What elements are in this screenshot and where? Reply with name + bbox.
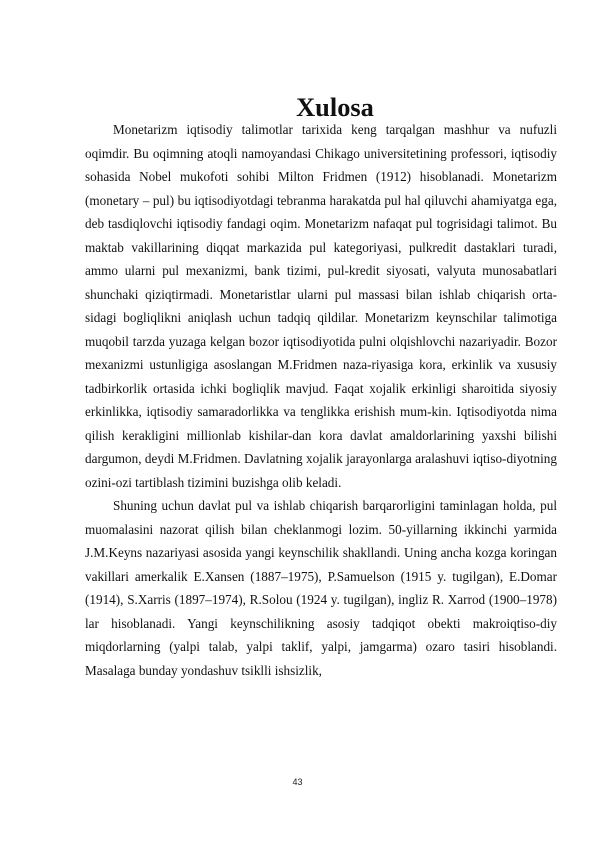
- page-number: 43: [292, 777, 303, 787]
- paragraph-1: Monetarizm iqtisodiy talimotlar tarixida keng tarqalgan mashhur va nufuzli oqimdir. Bu oqimning atoqli namoyandasi Chikago universitetining professori, iqtisodiy sohasida Nobel mukofoti sohibi Milton Fridmen (1912) hisoblanadi. Monetarizm (monetary – pul) bu iqtisodiyotdagi tebranma harakatda pul hal qiluvchi ahamiyatga ega, deb tasdiqlovchi iqtisodiy fandagi oqim. Monetarizm nafaqat pul togrisidagi talimot. Bu maktab vakillarining diqqat markazida pul kategoriyasi, pulkredit dastaklari turadi, ammo ularni pul mexanizmi, bank tizimi, pul-kredit siyosati, valyuta munosabatlari shunchaki qiziqtirmadi. Monetaristlar ularni pul massasi bilan ishlab chiqarish orta-sidagi bogliqlikni aniqlash uchun tadqiq qildilar. Monetarizm keynschilar talimotiga muqobil tarzda yuzaga kelgan bozor iqtisodiyotida pulni olqishlovchi nazariyadir. Bozor mexanizmi ustunligiga asoslangan M.Fridmen naza-riyasiga kora, erkinlik va xususiy tadbirkorlik ortasida ichki bogliqlik mavjud. Faqat xojalik erkinligi sharoitida siyosiy erkinlikka, iqtisodiy samaradorlikka va tenglikka erishish mum-kin. Iqtisodiyotda nima qilish kerakligini millionlab kishilar-dan kora davlat amaldorlarining yaxshi bilishi dargumon, deydi M.Fridmen. Davlatning xojalik jarayonlarga aralashuvi iqtiso-diyotning ozini-ozi tartiblash tizimini buzishga olib keladi.: [85, 122, 557, 490]
- paragraph-2: Shuning uchun davlat pul va ishlab chiqarish barqarorligini taminlagan holda, pul muomalasini nazorat qilish bilan cheklanmogi lozim. 50-yillarning ikkinchi yarmida J.M.Keyns nazariyasi asosida yangi keynschilik shakllandi. Uning ancha kozga koringan vakillari amerkalik E.Xansen (1887–1975), P.Samuelson (1915 y. tugilgan), E.Domar (1914), S.Xarris (1897–1974), R.Solou (1924 y. tugilgan), ingliz R. Xarrod (1900–1978) lar hisoblanadi. Yangi keynschilikning asosiy tadqiqot obekti makroiqtiso-diy miqdorlarning (yalpi talab, yalpi taklif, yalpi, jamgarma) ozaro tasiri hisoblandi. Masalaga bunday yondashuv tsiklli ishsizlik,: [85, 498, 557, 678]
- page-title: Xulosa: [296, 92, 374, 122]
- document-page: [85, 92, 557, 682]
